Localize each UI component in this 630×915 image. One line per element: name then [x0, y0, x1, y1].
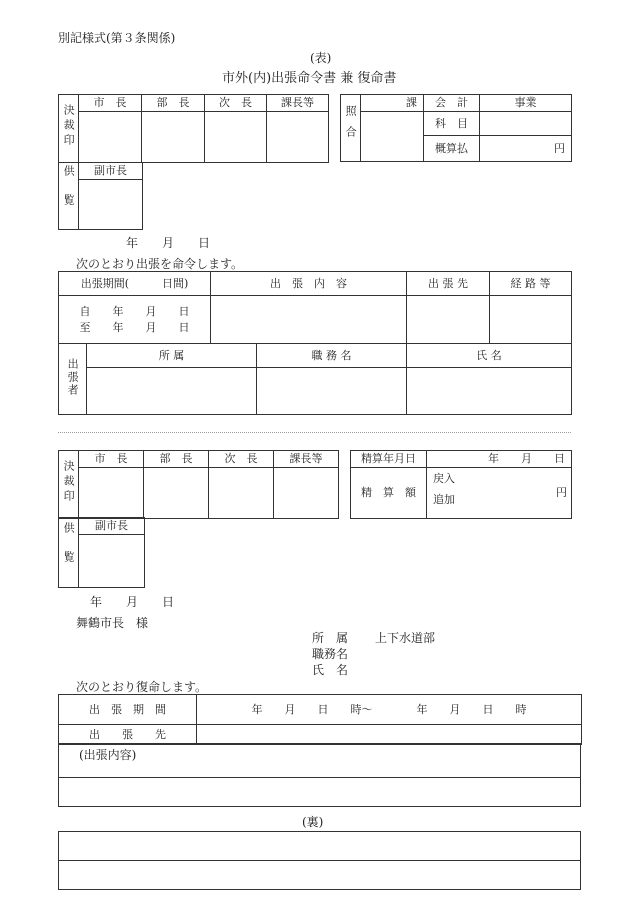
report-addressee: 舞鶴市長 様: [76, 616, 149, 630]
stamp-cell[interactable]: [142, 112, 205, 163]
traveler-side-label: 出張者: [59, 344, 87, 415]
accounting-item-label: 科 目: [424, 112, 480, 136]
stamp-cell[interactable]: [144, 468, 209, 519]
stamp-cell[interactable]: [209, 468, 274, 519]
approval-col-deputy: 次 長: [205, 95, 267, 112]
route-header: 経 路 等: [490, 272, 572, 296]
route-cell[interactable]: [490, 296, 572, 344]
additional-label: 追加: [433, 493, 455, 506]
vice-mayor-label: 副市長: [79, 163, 143, 180]
stamp-cell[interactable]: [79, 535, 145, 588]
form-label: 別記様式(第３条関係): [58, 31, 176, 45]
back-content-box[interactable]: [58, 831, 581, 890]
settlement-amount-cell[interactable]: [427, 468, 572, 519]
name-header: 氏 名: [407, 344, 572, 368]
report-period-value[interactable]: 年 月 日 時～ 年 月 日 時: [197, 695, 582, 725]
accounting-estimate-value[interactable]: 円: [480, 136, 572, 162]
vice-mayor-label: 副市長: [79, 518, 145, 535]
report-position-label: 職務名: [312, 647, 349, 661]
stamp-cell[interactable]: [79, 112, 142, 163]
report-affiliation-label: 所 属: [312, 631, 349, 645]
approval-col-mayor: 市 長: [79, 451, 144, 468]
back-label: (裏): [302, 815, 324, 829]
accounting-stamp-cell[interactable]: [361, 112, 424, 162]
approval-col-deputy: 次 長: [209, 451, 274, 468]
review-side-label: 供覧: [59, 163, 79, 230]
stamp-cell[interactable]: [205, 112, 267, 163]
front-label: (表): [310, 51, 332, 65]
settlement-date-label: 精算年月日: [351, 451, 427, 468]
report-affiliation-value[interactable]: 上下水道部: [375, 631, 436, 645]
approval-table-bottom: [58, 450, 339, 519]
report-name-label: 氏 名: [312, 663, 349, 677]
report-date: 年 月 日: [90, 595, 175, 609]
report-content-box[interactable]: [58, 743, 581, 807]
back-content-divider: [59, 860, 580, 861]
approval-side-label: 決裁印: [59, 95, 79, 163]
review-side-label: 供覧: [59, 518, 79, 588]
position-header: 職 務 名: [257, 344, 407, 368]
traveler-table: [58, 343, 572, 415]
accounting-side-label: 照合: [341, 95, 361, 162]
period-cell[interactable]: [59, 296, 211, 344]
approval-col-chief: 課長等: [267, 95, 329, 112]
content-cell[interactable]: [211, 296, 407, 344]
position-cell[interactable]: [257, 368, 407, 415]
destination-cell[interactable]: [407, 296, 490, 344]
accounting-col-section: 課: [361, 95, 424, 112]
stamp-cell[interactable]: [267, 112, 329, 163]
affiliation-cell[interactable]: [87, 368, 257, 415]
approval-table-top: [58, 94, 329, 163]
settlement-table: [350, 450, 572, 519]
accounting-col-accounting: 会 計: [424, 95, 480, 112]
report-content-divider: [59, 777, 580, 778]
approval-col-mayor: 市 長: [79, 95, 142, 112]
accounting-table: [340, 94, 572, 162]
approval-col-chief: 課長等: [274, 451, 339, 468]
settlement-amount-label: 精 算 額: [351, 468, 427, 519]
stamp-cell[interactable]: [79, 180, 143, 230]
stamp-cell[interactable]: [79, 468, 144, 519]
settlement-date-value[interactable]: 年 月 日: [427, 451, 572, 468]
settlement-yen: 円: [556, 486, 567, 499]
approval-side-label: 決裁印: [59, 451, 79, 519]
accounting-item-value[interactable]: [480, 112, 572, 136]
accounting-col-business: 事業: [480, 95, 572, 112]
approval-col-director: 部 長: [144, 451, 209, 468]
form-title: 市外(内)出張命令書 兼 復命書: [222, 71, 397, 86]
approval-col-director: 部 長: [142, 95, 205, 112]
name-cell[interactable]: [407, 368, 572, 415]
report-intro: 次のとおり復命します。: [76, 680, 208, 694]
accounting-estimate-label: 概算払: [424, 136, 480, 162]
report-destination-label: 出 張 先: [59, 725, 197, 745]
review-table-bottom: [58, 517, 145, 588]
cut-line: [58, 432, 571, 433]
order-table: [58, 271, 572, 344]
affiliation-header: 所 属: [87, 344, 257, 368]
period-to: 至 年 月 日: [79, 321, 190, 334]
report-content-label: (出張内容): [79, 748, 137, 762]
content-header: 出 張 内 容: [211, 272, 407, 296]
period-from: 自 年 月 日: [79, 304, 190, 318]
order-intro: 次のとおり出張を命令します。: [76, 257, 244, 271]
stamp-cell[interactable]: [274, 468, 339, 519]
refund-label: 戻入: [433, 472, 455, 485]
period-header: 出張期間( 日間): [59, 272, 211, 296]
report-table: [58, 694, 582, 745]
order-date: 年 月 日: [126, 236, 211, 250]
report-period-label: 出 張 期 間: [59, 695, 197, 725]
destination-header: 出 張 先: [407, 272, 490, 296]
report-destination-value[interactable]: [197, 725, 582, 745]
review-table-top: [58, 162, 143, 230]
